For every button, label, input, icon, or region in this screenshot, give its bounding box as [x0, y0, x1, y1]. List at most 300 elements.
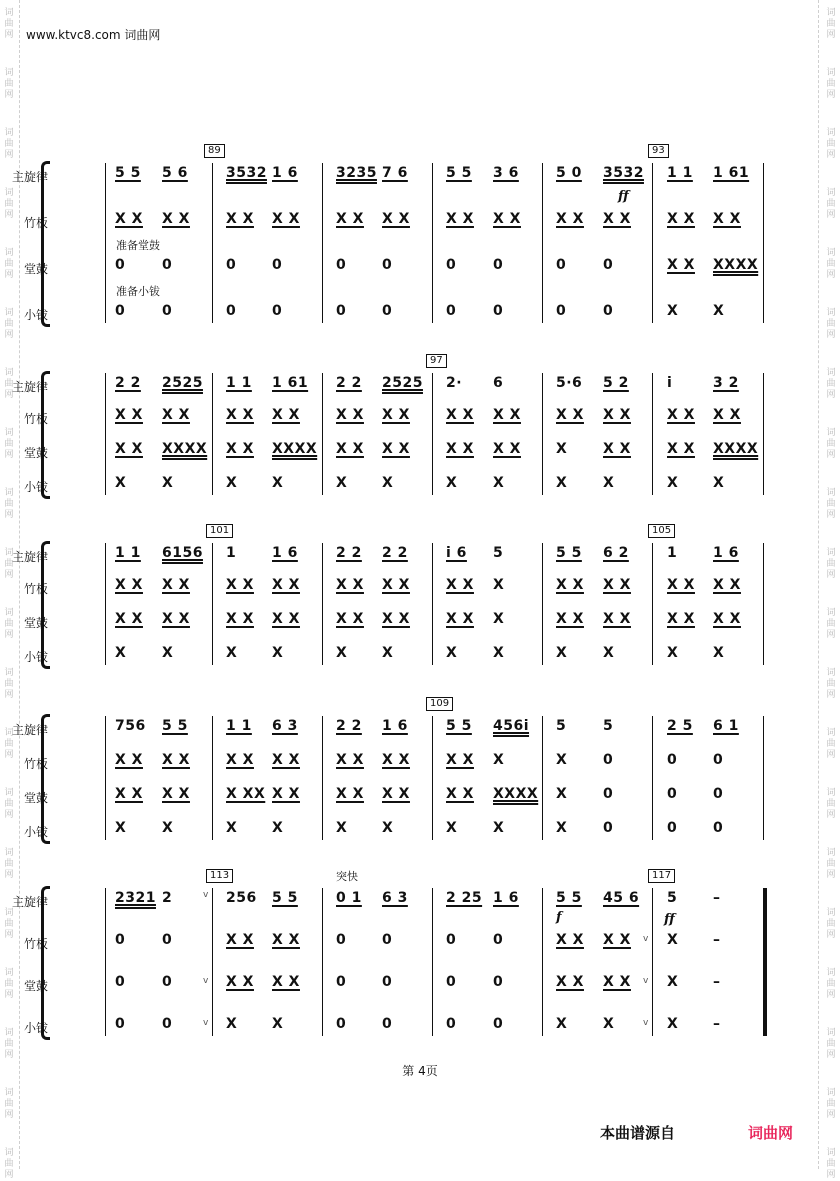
note-melody: 5 5: [162, 718, 188, 734]
row-label-melody: 主旋律: [11, 550, 48, 564]
note-zhuban: X X: [556, 407, 584, 423]
watermark-text: 词曲网: [4, 368, 14, 400]
breath-mark: v: [203, 976, 209, 986]
header-url[interactable]: www.ktvc8.com 词曲网: [26, 28, 161, 42]
note-zhuban: X: [493, 752, 505, 768]
watermark-text: 词曲网: [4, 68, 14, 100]
note-tanggu: X: [556, 786, 568, 802]
row-label-tanggu: 堂鼓: [23, 979, 48, 993]
note-melody: 6 3: [272, 718, 298, 734]
note-zhuban: X X: [493, 407, 521, 423]
barline: [322, 373, 323, 495]
watermark-text: 词曲网: [826, 488, 836, 520]
note-zhuban: X X: [336, 407, 364, 423]
barline: [542, 888, 543, 1036]
note-melody: 1: [667, 545, 678, 561]
row-label-tanggu: 堂鼓: [23, 791, 48, 805]
note-melody: 1 61: [713, 165, 750, 181]
barline: [432, 716, 433, 840]
note-zhuban: 0: [713, 752, 724, 768]
measure-number: 101: [206, 524, 233, 538]
note-tanggu: 0: [162, 257, 173, 273]
note-xiaobo: X: [272, 1016, 284, 1032]
note-xiaobo: 0: [603, 303, 614, 319]
watermark-text: 词曲网: [826, 128, 836, 160]
watermark-text: 词曲网: [4, 788, 14, 820]
note-zhuban: –: [713, 932, 721, 948]
note-zhuban: X X: [226, 752, 254, 768]
note-zhuban: X X: [667, 407, 695, 423]
watermark-text: 词曲网: [4, 1088, 14, 1120]
note-melody: 3532: [603, 165, 644, 181]
note-xiaobo: X: [446, 645, 458, 661]
note-zhuban: X X: [115, 211, 143, 227]
right-margin-line: [818, 0, 819, 1169]
note-tanggu: X X: [493, 441, 521, 457]
note-zhuban: 0: [603, 752, 614, 768]
row-label-xiaobo: 小钹: [23, 825, 48, 839]
watermark-text: 词曲网: [826, 728, 836, 760]
dynamic-marking: ff: [618, 189, 629, 204]
note-xiaobo: X: [667, 645, 679, 661]
note-melody: 5 0: [556, 165, 582, 181]
note-zhuban: X X: [272, 407, 300, 423]
watermark-text: 词曲网: [826, 848, 836, 880]
note-tanggu: 0: [382, 257, 393, 273]
note-melody: 1 1: [115, 545, 141, 561]
note-xiaobo: X: [493, 820, 505, 836]
measure-number: 97: [426, 354, 447, 368]
measure-number: 89: [204, 144, 225, 158]
breath-mark: v: [203, 1018, 209, 1028]
watermark-text: 词曲网: [4, 848, 14, 880]
note-xiaobo: X: [115, 820, 127, 836]
note-xiaobo: 0: [162, 303, 173, 319]
note-zhuban: X X: [556, 932, 584, 948]
note-tanggu: X X: [446, 611, 474, 627]
row-label-zhuban: 竹板: [23, 216, 48, 230]
note-melody: 2525: [382, 375, 423, 391]
watermark-text: 词曲网: [826, 608, 836, 640]
note-melody: 3 2: [713, 375, 739, 391]
note-xiaobo: X: [226, 645, 238, 661]
note-tanggu: X: [493, 611, 505, 627]
note-xiaobo: 0: [336, 303, 347, 319]
watermark-text: 词曲网: [826, 1148, 836, 1180]
note-xiaobo: 0: [162, 1016, 173, 1032]
barline: [212, 373, 213, 495]
note-xiaobo: –: [713, 1016, 721, 1032]
note-zhuban: X X: [603, 407, 631, 423]
watermark-text: 词曲网: [4, 608, 14, 640]
row-label-melody: 主旋律: [11, 170, 48, 184]
note-xiaobo: 0: [336, 1016, 347, 1032]
note-xiaobo: X: [272, 475, 284, 491]
barline: [432, 163, 433, 323]
note-tanggu: 0: [115, 257, 126, 273]
barline: [652, 888, 653, 1036]
dynamic-marking: f: [556, 910, 562, 925]
row-label-xiaobo: 小钹: [23, 650, 48, 664]
note-zhuban: 0: [115, 932, 126, 948]
note-melody: 2 2: [336, 375, 362, 391]
note-zhuban: 0: [446, 932, 457, 948]
note-zhuban: 0: [162, 932, 173, 948]
note-xiaobo: X: [382, 645, 394, 661]
note-tanggu: 0: [226, 257, 237, 273]
note-melody: i: [667, 375, 673, 391]
note-xiaobo: X: [382, 475, 394, 491]
note-xiaobo: X: [226, 1016, 238, 1032]
note-tanggu: X X: [272, 611, 300, 627]
note-zhuban: X: [493, 577, 505, 593]
watermark-text: 词曲网: [4, 188, 14, 220]
barline: [763, 373, 764, 495]
breath-mark: v: [643, 976, 649, 986]
note-zhuban: X X: [493, 211, 521, 227]
note-tanggu: XXXX: [493, 786, 539, 802]
note-xiaobo: X: [667, 475, 679, 491]
note-melody: 5: [493, 545, 504, 561]
watermark-text: 词曲网: [826, 668, 836, 700]
note-zhuban: X X: [162, 211, 190, 227]
note-tanggu: 0: [272, 257, 283, 273]
note-melody: 1: [226, 545, 237, 561]
note-xiaobo: X: [336, 645, 348, 661]
barline: [763, 163, 764, 323]
note-xiaobo: X: [446, 820, 458, 836]
note-zhuban: X X: [162, 407, 190, 423]
note-melody: 5 5: [556, 545, 582, 561]
note-xiaobo: X: [493, 645, 505, 661]
note-tanggu: X X: [667, 441, 695, 457]
note-zhuban: X X: [226, 577, 254, 593]
note-melody: 3532: [226, 165, 267, 181]
watermark-text: 词曲网: [4, 728, 14, 760]
row-label-xiaobo: 小钹: [23, 308, 48, 322]
note-xiaobo: 0: [226, 303, 237, 319]
note-melody: 1 6: [272, 165, 298, 181]
note-melody: 5 5: [272, 890, 298, 906]
instruction-text: 准备堂鼓: [116, 239, 160, 252]
measure-number: 117: [648, 869, 675, 883]
watermark-text: 词曲网: [826, 68, 836, 100]
barline: [652, 373, 653, 495]
note-xiaobo: 0: [667, 820, 678, 836]
note-melody: 1 61: [272, 375, 309, 391]
note-xiaobo: 0: [493, 1016, 504, 1032]
note-tanggu: 0: [382, 974, 393, 990]
barline: [105, 716, 106, 840]
barline: [212, 716, 213, 840]
note-zhuban: 0: [382, 932, 393, 948]
watermark-text: 词曲网: [4, 428, 14, 460]
note-zhuban: X: [667, 932, 679, 948]
note-tanggu: X X: [272, 786, 300, 802]
note-xiaobo: X: [713, 475, 725, 491]
note-melody: 7 6: [382, 165, 408, 181]
note-tanggu: 0: [493, 257, 504, 273]
barline: [432, 373, 433, 495]
note-zhuban: X X: [713, 577, 741, 593]
watermark-text: 词曲网: [4, 908, 14, 940]
note-xiaobo: X: [162, 645, 174, 661]
note-tanggu: X XX: [226, 786, 266, 802]
note-xiaobo: X: [115, 475, 127, 491]
barline: [652, 716, 653, 840]
note-melody: 2525: [162, 375, 203, 391]
note-zhuban: X X: [446, 577, 474, 593]
note-xiaobo: X: [446, 475, 458, 491]
note-tanggu: X X: [336, 786, 364, 802]
note-xiaobo: X: [713, 645, 725, 661]
note-tanggu: X X: [115, 441, 143, 457]
watermark-text: 词曲网: [4, 968, 14, 1000]
note-zhuban: X X: [446, 407, 474, 423]
note-melody: –: [713, 890, 721, 906]
watermark-text: 词曲网: [4, 1028, 14, 1060]
note-xiaobo: X: [162, 475, 174, 491]
note-melody: 456i: [493, 718, 530, 734]
page-number: 第 4页: [402, 1064, 438, 1078]
barline: [105, 163, 106, 323]
note-zhuban: 0: [336, 932, 347, 948]
note-tanggu: X X: [115, 611, 143, 627]
note-xiaobo: X: [713, 303, 725, 319]
note-melody: 256: [226, 890, 257, 906]
note-xiaobo: X: [336, 820, 348, 836]
note-melody: 5 5: [115, 165, 141, 181]
note-xiaobo: X: [272, 820, 284, 836]
watermark-text: 词曲网: [826, 908, 836, 940]
barline: [322, 543, 323, 665]
watermark-text: 词曲网: [4, 248, 14, 280]
note-tanggu: X X: [446, 786, 474, 802]
note-melody: 2321: [115, 890, 156, 906]
note-tanggu: X: [556, 441, 568, 457]
watermark-text: 词曲网: [4, 8, 14, 40]
note-tanggu: 0: [336, 257, 347, 273]
note-tanggu: X X: [603, 611, 631, 627]
barline: [763, 716, 764, 840]
note-melody: 2·: [446, 375, 463, 391]
measure-number: 113: [206, 869, 233, 883]
note-zhuban: X X: [667, 211, 695, 227]
note-zhuban: X X: [556, 211, 584, 227]
note-tanggu: XXXX: [713, 441, 759, 457]
note-xiaobo: X: [272, 645, 284, 661]
note-xiaobo: X: [226, 820, 238, 836]
watermark-text: 词曲网: [4, 128, 14, 160]
barline: [542, 373, 543, 495]
note-xiaobo: X: [162, 820, 174, 836]
note-melody: 3 6: [493, 165, 519, 181]
note-xiaobo: X: [556, 820, 568, 836]
watermark-text: 词曲网: [826, 248, 836, 280]
note-zhuban: X X: [713, 211, 741, 227]
watermark-text: 词曲网: [4, 308, 14, 340]
note-xiaobo: X: [556, 1016, 568, 1032]
note-zhuban: X X: [115, 407, 143, 423]
note-melody: 756: [115, 718, 146, 734]
note-xiaobo: X: [603, 475, 615, 491]
note-tanggu: X X: [336, 611, 364, 627]
note-tanggu: 0: [713, 786, 724, 802]
note-melody: 1 6: [382, 718, 408, 734]
note-zhuban: X X: [382, 752, 410, 768]
right-watermark-strip: [822, 0, 840, 1180]
note-tanggu: 0: [446, 974, 457, 990]
note-tanggu: X X: [115, 786, 143, 802]
note-melody: 1 6: [713, 545, 739, 561]
watermark-text: 词曲网: [826, 1088, 836, 1120]
note-zhuban: X X: [226, 932, 254, 948]
note-melody: 1 6: [272, 545, 298, 561]
note-melody: 6 2: [603, 545, 629, 561]
dynamic-marking: ff: [664, 912, 675, 927]
row-label-zhuban: 竹板: [23, 582, 48, 596]
note-xiaobo: X: [336, 475, 348, 491]
note-tanggu: X X: [226, 611, 254, 627]
note-tanggu: X X: [556, 974, 584, 990]
footer-source-label: 本曲谱源自: [600, 1124, 676, 1142]
note-tanggu: X X: [667, 611, 695, 627]
note-melody: 2 2: [336, 545, 362, 561]
note-tanggu: 0: [603, 786, 614, 802]
barline: [432, 888, 433, 1036]
note-zhuban: X X: [272, 932, 300, 948]
note-tanggu: 0: [556, 257, 567, 273]
note-melody: 5 5: [556, 890, 582, 906]
note-melody: 5: [556, 718, 567, 734]
barline: [105, 543, 106, 665]
note-zhuban: X X: [446, 752, 474, 768]
note-xiaobo: X: [556, 645, 568, 661]
note-tanggu: 0: [667, 786, 678, 802]
note-tanggu: 0: [446, 257, 457, 273]
note-tanggu: X X: [446, 441, 474, 457]
note-zhuban: X X: [382, 407, 410, 423]
barline: [542, 543, 543, 665]
note-xiaobo: X: [382, 820, 394, 836]
note-zhuban: X X: [115, 577, 143, 593]
note-tanggu: 0: [493, 974, 504, 990]
note-zhuban: X X: [382, 211, 410, 227]
barline: [763, 543, 764, 665]
note-zhuban: X X: [336, 577, 364, 593]
note-melody: 45 6: [603, 890, 640, 906]
watermark-text: 词曲网: [826, 428, 836, 460]
note-tanggu: X X: [336, 441, 364, 457]
row-label-tanggu: 堂鼓: [23, 262, 48, 276]
barline: [212, 543, 213, 665]
row-label-tanggu: 堂鼓: [23, 446, 48, 460]
watermark-text: 词曲网: [826, 548, 836, 580]
note-tanggu: –: [713, 974, 721, 990]
note-tanggu: 0: [336, 974, 347, 990]
footer-brand[interactable]: 词曲网: [748, 1124, 794, 1142]
note-melody: 2 5: [667, 718, 693, 734]
watermark-text: 词曲网: [4, 1148, 14, 1180]
note-xiaobo: 0: [713, 820, 724, 836]
row-label-zhuban: 竹板: [23, 937, 48, 951]
note-melody: 5 5: [446, 165, 472, 181]
note-zhuban: X X: [226, 211, 254, 227]
note-zhuban: X X: [272, 752, 300, 768]
instruction-text: 准备小钹: [116, 285, 160, 298]
barline: [322, 163, 323, 323]
note-melody: 5: [603, 718, 614, 734]
note-zhuban: X X: [446, 211, 474, 227]
breath-mark: v: [643, 934, 649, 944]
note-tanggu: 0: [162, 974, 173, 990]
tempo-marking: 突快: [336, 870, 358, 883]
note-melody: 3235: [336, 165, 377, 181]
barline: [322, 716, 323, 840]
note-xiaobo: 0: [115, 303, 126, 319]
note-tanggu: X X: [162, 611, 190, 627]
measure-number: 109: [426, 697, 453, 711]
note-xiaobo: 0: [603, 820, 614, 836]
note-tanggu: 0: [603, 257, 614, 273]
watermark-text: 词曲网: [826, 308, 836, 340]
note-xiaobo: X: [115, 645, 127, 661]
note-melody: 6 3: [382, 890, 408, 906]
watermark-text: 词曲网: [826, 188, 836, 220]
barline: [322, 888, 323, 1036]
watermark-text: 词曲网: [4, 668, 14, 700]
row-label-tanggu: 堂鼓: [23, 616, 48, 630]
note-tanggu: X X: [382, 611, 410, 627]
note-tanggu: X X: [713, 611, 741, 627]
note-xiaobo: X: [556, 475, 568, 491]
note-xiaobo: 0: [556, 303, 567, 319]
note-melody: 1 1: [667, 165, 693, 181]
note-tanggu: 0: [115, 974, 126, 990]
barline: [432, 543, 433, 665]
watermark-text: 词曲网: [826, 1028, 836, 1060]
note-zhuban: X X: [667, 577, 695, 593]
note-tanggu: X X: [162, 786, 190, 802]
note-xiaobo: X: [667, 303, 679, 319]
note-tanggu: X X: [603, 974, 631, 990]
note-tanggu: X X: [226, 441, 254, 457]
note-tanggu: X X: [272, 974, 300, 990]
barline: [542, 716, 543, 840]
barline: [105, 373, 106, 495]
barline: [652, 163, 653, 323]
note-zhuban: X X: [603, 211, 631, 227]
measure-number: 105: [648, 524, 675, 538]
barline: [652, 543, 653, 665]
note-zhuban: X X: [115, 752, 143, 768]
note-melody: 6: [493, 375, 504, 391]
note-zhuban: X X: [272, 211, 300, 227]
watermark-text: 词曲网: [4, 548, 14, 580]
row-label-zhuban: 竹板: [23, 412, 48, 426]
row-label-xiaobo: 小钹: [23, 1021, 48, 1035]
note-melody: 6156: [162, 545, 203, 561]
note-tanggu: X X: [382, 441, 410, 457]
row-label-melody: 主旋律: [11, 723, 48, 737]
note-zhuban: X X: [556, 577, 584, 593]
watermark-text: 词曲网: [4, 488, 14, 520]
note-xiaobo: X: [603, 1016, 615, 1032]
barline: [212, 163, 213, 323]
note-melody: 6 1: [713, 718, 739, 734]
note-melody: 2: [162, 890, 173, 906]
note-melody: 2 2: [115, 375, 141, 391]
